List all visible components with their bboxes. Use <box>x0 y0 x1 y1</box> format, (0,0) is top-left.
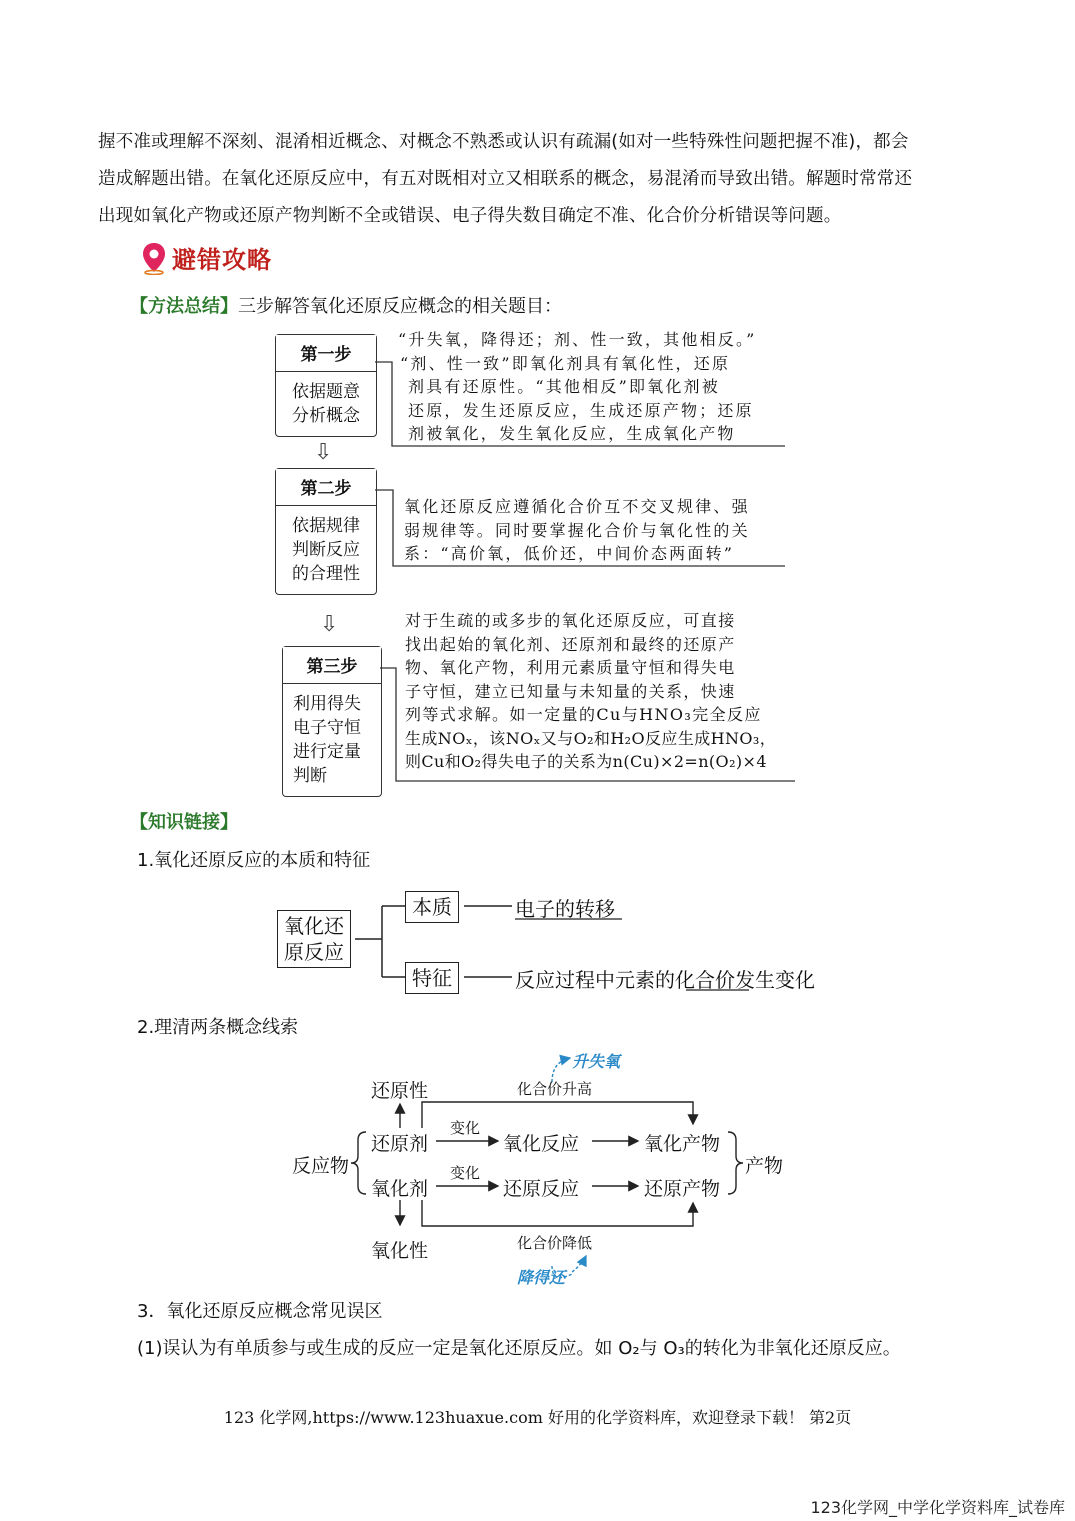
mnemonic-up: 升失氧 <box>572 1052 621 1071</box>
step-3-body-line: 进行定量 <box>293 742 361 762</box>
oxidizing-agent-label: 氧化剂 <box>371 1178 429 1200</box>
oxidation-reaction-label: 氧化反应 <box>503 1133 580 1155</box>
desc-line: 列等式求解。如一定量的Cu与HNO₃完全反应 <box>405 705 762 724</box>
desc-line: 系：“高价氧，低价还，中间价态两面转” <box>404 544 735 563</box>
root-line: 原反应 <box>284 940 344 964</box>
desc-line: 还原，发生还原反应，生成还原产物；还原 <box>408 400 754 420</box>
reactants-label: 反应物 <box>292 1155 350 1177</box>
desc-line: 氧化还原反应遵循化合价互不交叉规律、强 <box>404 497 750 516</box>
feature-box: 特征 <box>405 962 459 994</box>
step-1-title: 第一步 <box>276 335 376 372</box>
oxidizability-label: 氧化性 <box>371 1240 429 1262</box>
desc-line: 找出起始的氧化剂、还原剂和最终的还原产 <box>405 634 736 654</box>
intro-line: 握不准或理解不深刻、混淆相近概念、对概念不熟悉或认识有疏漏(如对一些特殊性问题把握不准)，都会 <box>98 132 909 152</box>
step-3-body-line: 电子守恒 <box>293 718 361 738</box>
desc-line: “剂、性一致”即氧化剂具有氧化性，还原 <box>400 353 731 373</box>
step-1-body-line: 分析概念 <box>292 406 360 426</box>
step-2-body-line: 依据规律 <box>292 516 360 536</box>
desc-line: 物、氧化产物，利用元素质量守恒和得失电 <box>405 658 736 677</box>
item-2-title: 2.理清两条概念线索 <box>137 1017 299 1038</box>
reducing-agent-label: 还原剂 <box>371 1133 429 1155</box>
step-1-body-line: 依据题意 <box>292 382 360 402</box>
reducibility-label: 还原性 <box>371 1080 429 1102</box>
desc-line: 生成NOₓ，该NOₓ又与O₂和H₂O反应生成HNO₃， <box>405 728 777 748</box>
step-3-body-line: 利用得失 <box>293 694 361 714</box>
method-tag: 【方法总结】 <box>130 296 238 317</box>
products-label: 产物 <box>745 1155 784 1177</box>
knowledge-tag: 【知识链接】 <box>130 812 238 833</box>
mnemonic-down: 降得还 <box>517 1268 566 1287</box>
reduction-product-label: 还原产物 <box>644 1178 721 1200</box>
step-2-connector <box>375 490 785 566</box>
redox-root-box <box>277 910 351 968</box>
step-3-body-line: 判断 <box>293 766 327 786</box>
item-3-title: 3．氧化还原反应概念常见误区 <box>137 1301 383 1322</box>
essence-text: 电子的转移 <box>515 897 615 921</box>
intro-line: 出现如氧化产物或还原产物判断不全或错误、电子得失数目确定不准、化合价分析错误等问题。 <box>98 206 842 226</box>
watermark: 123化学网_中学化学资料库_试卷库 <box>810 1498 1065 1517</box>
step-2-body-line: 判断反应 <box>292 540 360 560</box>
desc-line: 对于生疏的或多步的氧化还原反应，可直接 <box>405 611 736 630</box>
valence-down-label: 化合价降低 <box>517 1234 593 1252</box>
section-title: 避错攻略 <box>172 246 272 274</box>
desc-line: 子守恒，建立已知量与未知量的关系，快速 <box>405 681 736 701</box>
step-2-title: 第二步 <box>276 469 376 506</box>
valence-up-label: 化合价升高 <box>517 1080 593 1098</box>
step-3-title: 第三步 <box>283 647 381 684</box>
reduction-reaction-label: 还原反应 <box>503 1178 580 1200</box>
step-3-connector <box>380 668 795 781</box>
step-2-body-line: 的合理性 <box>292 564 360 584</box>
down-arrow-icon: ⇩ <box>320 612 339 637</box>
essence-box: 本质 <box>405 891 459 923</box>
desc-line: “升失氧，降得还；剂、性一致，其他相反。” <box>398 330 757 349</box>
page-footer: 123 化学网,https://www.123huaxue.com 好用的化学资料库，欢迎登录下载！ 第2页 <box>223 1408 852 1427</box>
oxidation-product-label: 氧化产物 <box>644 1133 721 1155</box>
change-label-1: 变化 <box>450 1119 481 1137</box>
intro-line: 造成解题出错。在氧化还原反应中，有五对既相对立又相联系的概念，易混淆而导致出错。解题时常常还 <box>98 169 913 189</box>
desc-line: 剂具有还原性。“其他相反”即氧化剂被 <box>408 377 720 396</box>
desc-line: 剂被氧化，发生氧化反应，生成氧化产物 <box>408 424 736 443</box>
down-arrow-icon: ⇩ <box>314 440 333 465</box>
method-text: 三步解答氧化还原反应概念的相关题目： <box>238 296 562 317</box>
item-1-title: 1.氧化还原反应的本质和特征 <box>137 850 371 871</box>
desc-line: 弱规律等。同时要掌握化合价与氧化性的关 <box>404 520 750 540</box>
change-label-2: 变化 <box>450 1164 481 1182</box>
root-line: 氧化还 <box>284 914 344 938</box>
item-3-1-text: (1)误认为有单质参与或生成的反应一定是氧化还原反应。如 O₂与 O₃的转化为非氧化还原反应。 <box>137 1338 901 1359</box>
feature-text: 反应过程中元素的化合价发生变化 <box>515 968 815 992</box>
desc-line: 则Cu和O₂得失电子的关系为n(Cu)×2=n(O₂)×4 <box>405 752 767 771</box>
step-1-connector <box>375 362 785 446</box>
